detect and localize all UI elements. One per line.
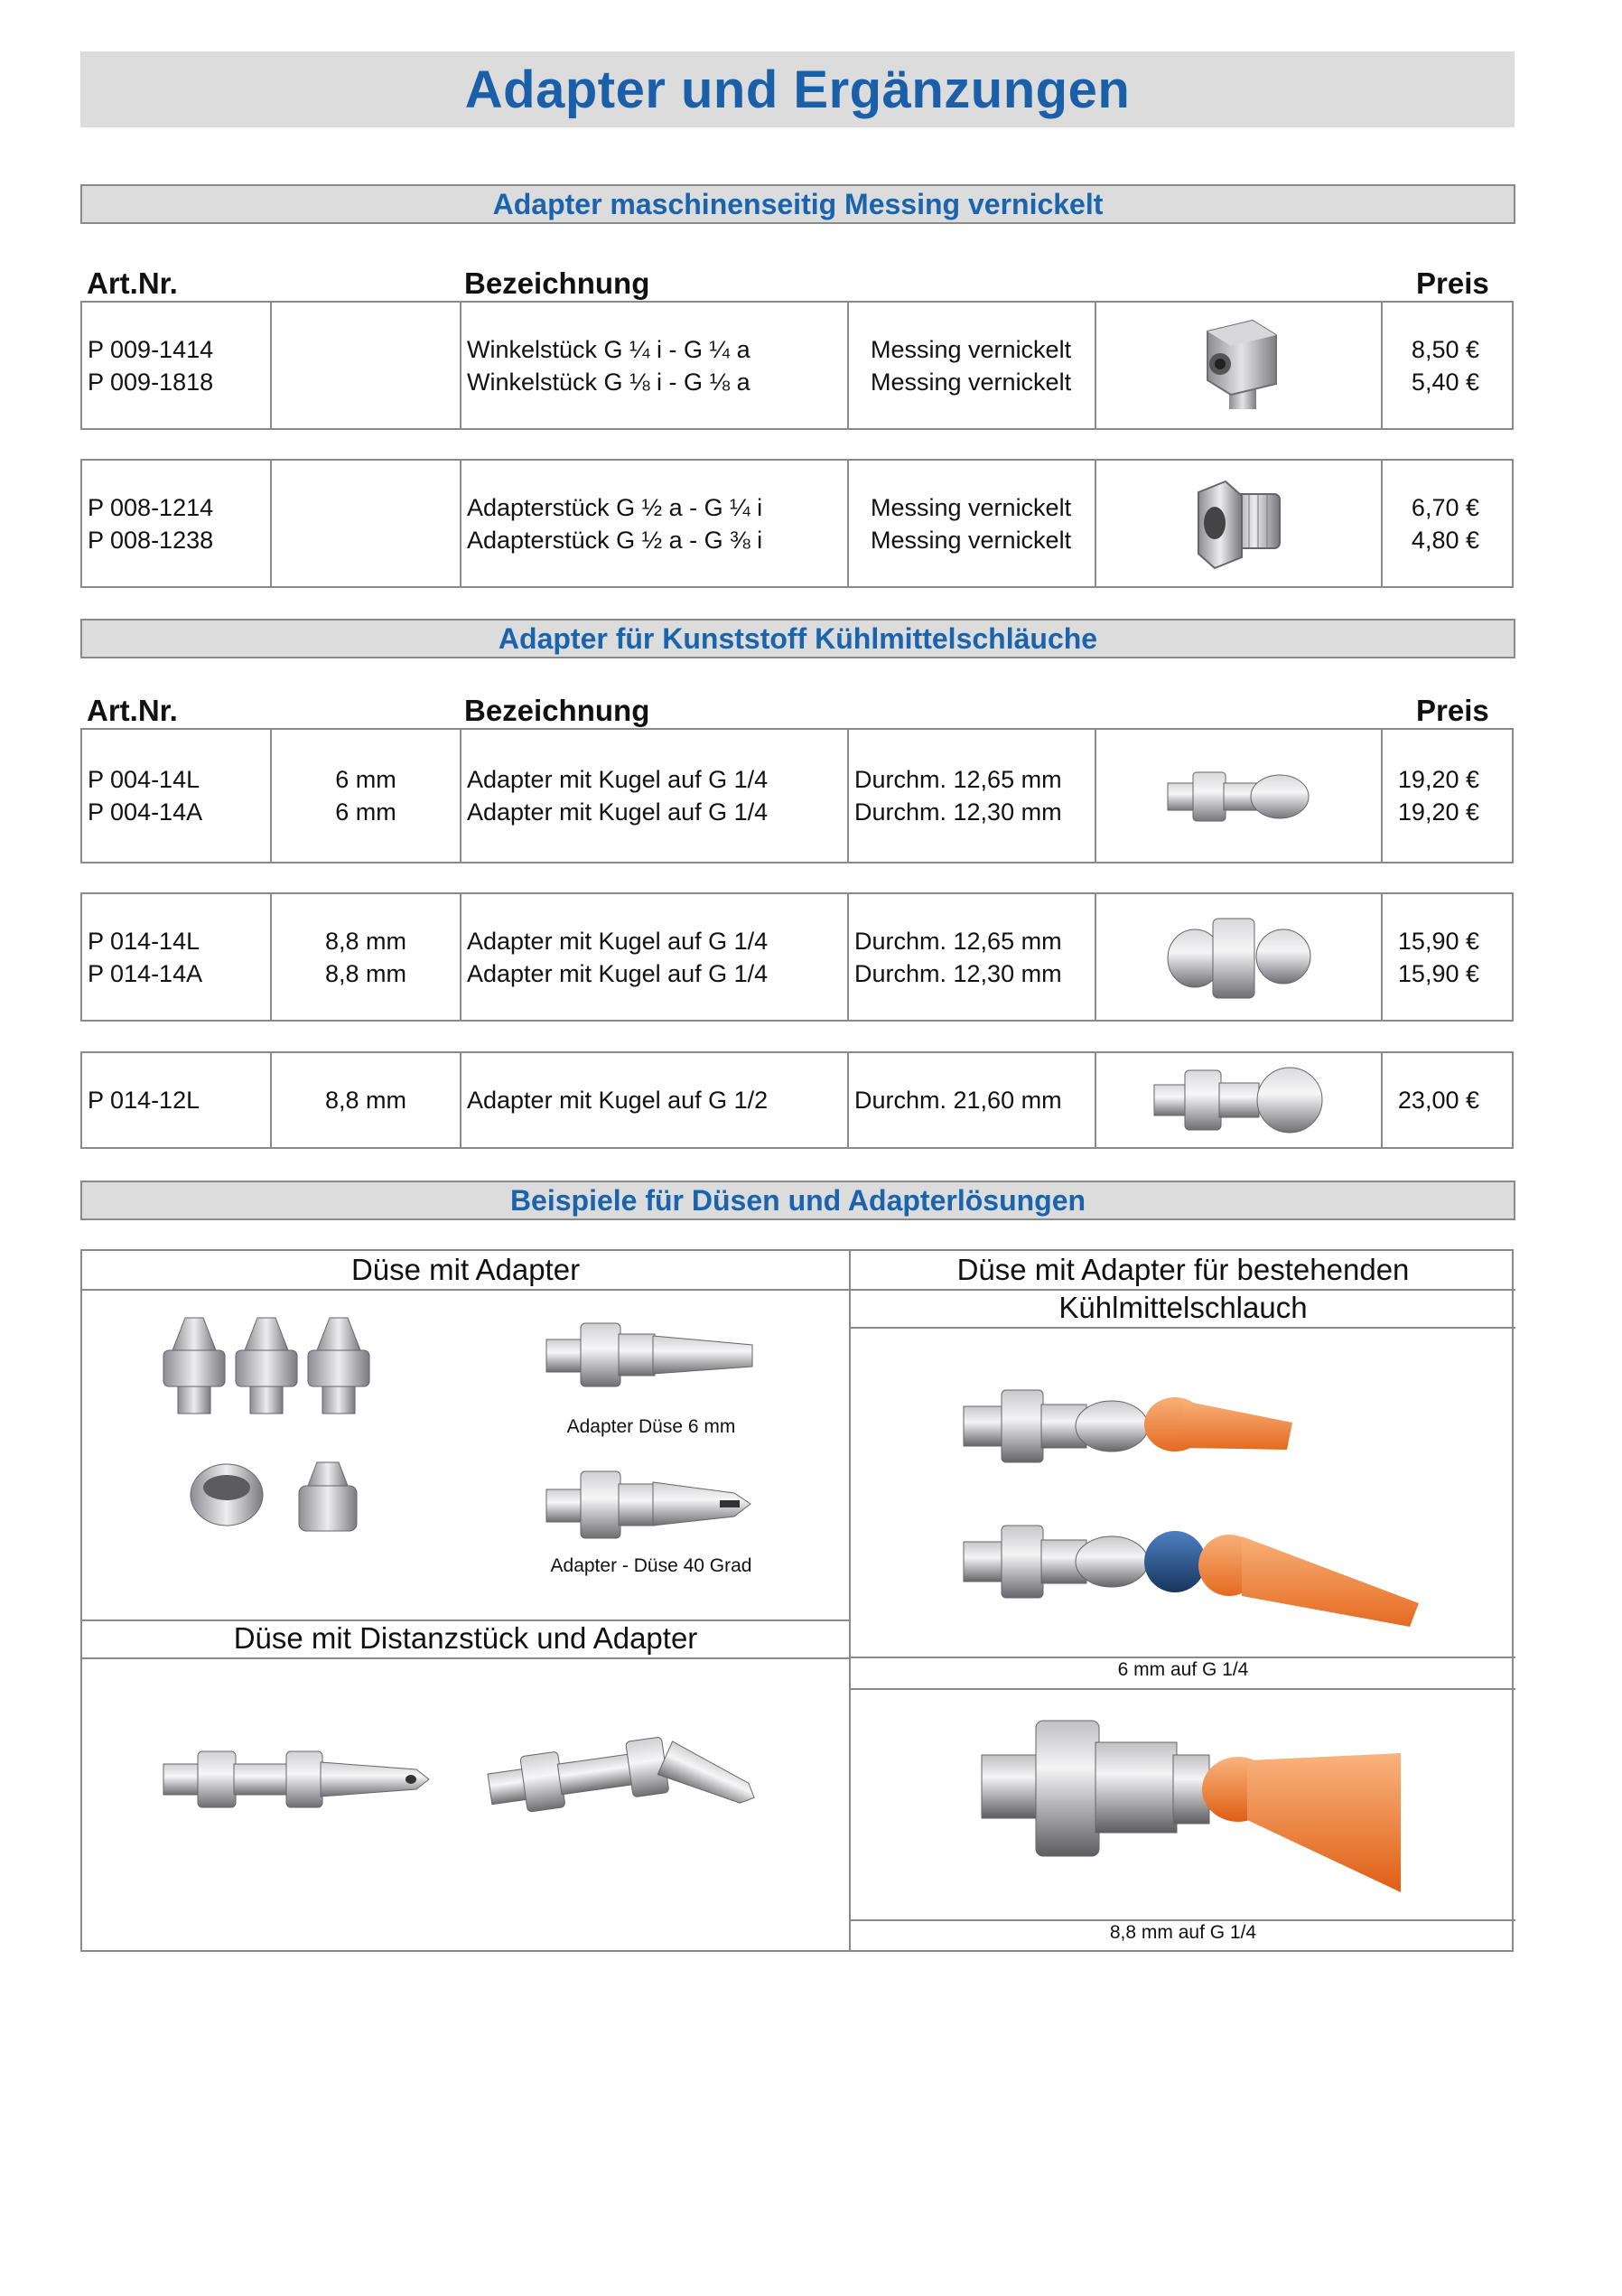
art-nr: P 014-14A [88, 959, 203, 987]
description: Adapter mit Kugel auf G 1/4 [467, 959, 769, 987]
size-cell [272, 303, 461, 428]
art-nr: P 009-1414 [88, 335, 214, 363]
description: Adapter mit Kugel auf G 1/4 [467, 927, 769, 955]
table-row [80, 892, 1514, 1022]
description: Adapterstück G ½ a - G ¼ i [467, 493, 763, 521]
divider [851, 1327, 1515, 1329]
examples-box [80, 1249, 1514, 1952]
price-cell [1383, 730, 1512, 862]
art-nr-cell [82, 894, 272, 1020]
example-title: Kühlmittelschlauch [1058, 1291, 1308, 1324]
art-nr-cell [82, 303, 272, 428]
column-header-preis: Preis [1416, 694, 1489, 727]
diameter: Durchm. 12,65 mm [854, 766, 1062, 793]
caption: Adapter Düse 6 mm [566, 1416, 736, 1437]
section-header-machine-adapter [80, 184, 1515, 224]
art-nr: P 014-12L [88, 1087, 200, 1114]
hose-adapter-6mm-image [958, 1377, 1446, 1644]
example-title: Düse mit Distanzstück und Adapter [233, 1621, 698, 1655]
description: Adapter mit Kugel auf G 1/4 [467, 766, 769, 793]
column-header-bezeichnung: Bezeichnung [464, 266, 650, 300]
size-cell [272, 461, 461, 586]
angled-nozzle-with-spacer-image [480, 1703, 778, 1843]
diameter-cell [849, 1053, 1096, 1147]
price: 6,70 € [1411, 493, 1479, 521]
column-header-art-nr: Art.Nr. [87, 266, 178, 300]
description: Adapterstück G ½ a - G ⅜ i [467, 526, 763, 554]
column-header-bezeichnung: Bezeichnung [464, 694, 650, 727]
art-nr-cell [82, 730, 272, 862]
section-header-hose-adapter [80, 619, 1515, 658]
art-nr: P 008-1214 [88, 493, 214, 521]
description: Winkelstück G ⅛ i - G ⅛ a [467, 368, 750, 396]
price-cell [1383, 461, 1512, 586]
price: 23,00 € [1397, 1087, 1479, 1114]
example-title: Düse mit Adapter [350, 1253, 581, 1286]
size-cell [272, 1053, 461, 1147]
section-header-examples [80, 1181, 1515, 1220]
hose-adapter-8-8mm-image [976, 1703, 1446, 1915]
ball-adapter-medium-image [1096, 894, 1383, 1020]
material-cell [849, 461, 1096, 586]
section-title: Adapter für Kunststoff Kühlmittelschläuche [498, 621, 1098, 655]
page-title-bar [80, 51, 1515, 127]
price: 4,80 € [1411, 526, 1479, 554]
description: Winkelstück G ¼ i - G ¼ a [467, 335, 750, 363]
material: Messing vernickelt [871, 368, 1072, 396]
divider [849, 1251, 851, 1952]
size-cell [272, 894, 461, 1020]
price: 19,20 € [1397, 798, 1479, 826]
description-cell [461, 1053, 849, 1147]
divider [851, 1919, 1515, 1921]
adapter-piece-image [1096, 461, 1383, 586]
description-cell [461, 730, 849, 862]
diameter: Durchm. 21,60 mm [854, 1087, 1062, 1114]
description-cell [461, 461, 849, 586]
nozzle-set-image [154, 1314, 425, 1581]
art-nr: P 008-1238 [88, 526, 214, 554]
price: 15,90 € [1397, 959, 1479, 987]
table-row [80, 301, 1514, 430]
price-cell [1383, 303, 1512, 428]
section-title: Adapter maschinenseitig Messing vernickelt [492, 187, 1104, 220]
section-title: Beispiele für Düsen und Adapterlösungen [509, 1183, 1086, 1217]
size-cell [272, 730, 461, 862]
table-row [80, 459, 1514, 588]
material-cell [849, 303, 1096, 428]
page-title: Adapter und Ergänzungen [464, 60, 1131, 119]
size: 6 mm [335, 798, 396, 826]
diameter-cell [849, 894, 1096, 1020]
adapter-nozzle-40-degree-image [543, 1459, 760, 1554]
price: 15,90 € [1397, 927, 1479, 955]
column-header-art-nr: Art.Nr. [87, 694, 178, 727]
art-nr: P 009-1818 [88, 368, 214, 396]
price: 5,40 € [1411, 368, 1479, 396]
size: 6 mm [335, 766, 396, 793]
divider [82, 1657, 849, 1659]
table-row [80, 1051, 1514, 1149]
art-nr: P 014-14L [88, 927, 200, 955]
diameter: Durchm. 12,30 mm [854, 959, 1062, 987]
caption: 8,8 mm auf G 1/4 [1109, 1922, 1257, 1943]
ball-adapter-large-image [1096, 1053, 1383, 1147]
size: 8,8 mm [324, 959, 407, 987]
material: Messing vernickelt [871, 335, 1072, 363]
material: Messing vernickelt [871, 493, 1072, 521]
art-nr: P 004-14A [88, 798, 203, 826]
nozzle-with-spacer-image [154, 1730, 452, 1834]
size: 8,8 mm [324, 1087, 407, 1114]
art-nr-cell [82, 461, 272, 586]
divider [851, 1657, 1515, 1658]
diameter-cell [849, 730, 1096, 862]
size: 8,8 mm [324, 927, 407, 955]
material: Messing vernickelt [871, 526, 1072, 554]
diameter: Durchm. 12,30 mm [854, 798, 1062, 826]
art-nr-cell [82, 1053, 272, 1147]
ball-adapter-small-image [1096, 730, 1383, 862]
divider [851, 1688, 1515, 1690]
diameter: Durchm. 12,65 mm [854, 927, 1062, 955]
description-cell [461, 894, 849, 1020]
art-nr: P 004-14L [88, 766, 200, 793]
price-cell [1383, 1053, 1512, 1147]
caption: 6 mm auf G 1/4 [1117, 1659, 1249, 1680]
example-title: Düse mit Adapter für bestehenden [956, 1253, 1410, 1286]
angle-piece-image [1096, 303, 1383, 428]
column-header-preis: Preis [1416, 266, 1489, 300]
price: 19,20 € [1397, 766, 1479, 793]
description-cell [461, 303, 849, 428]
description: Adapter mit Kugel auf G 1/4 [467, 798, 769, 826]
caption: Adapter - Düse 40 Grad [550, 1555, 752, 1576]
adapter-nozzle-6mm-image [543, 1314, 760, 1400]
description: Adapter mit Kugel auf G 1/2 [467, 1087, 769, 1114]
table-row [80, 728, 1514, 863]
divider [82, 1289, 849, 1291]
price: 8,50 € [1411, 335, 1479, 363]
price-cell [1383, 894, 1512, 1020]
